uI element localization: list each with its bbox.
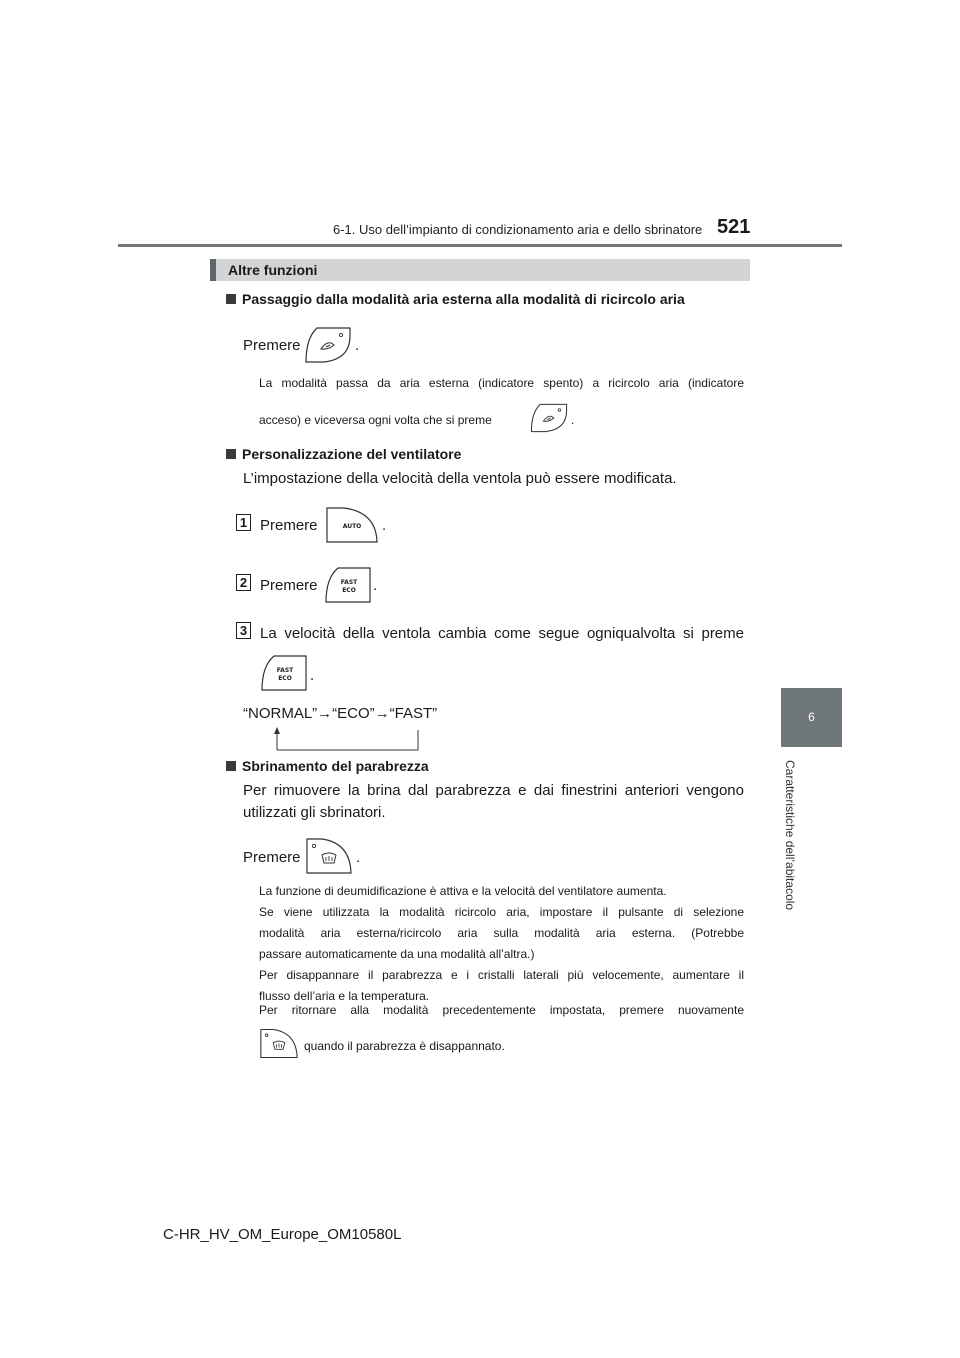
fan-step2-dot: . bbox=[373, 577, 378, 594]
heading-fan-text: Personalizzazione del ventilatore bbox=[242, 446, 462, 462]
fast-label-small: FAST bbox=[276, 667, 294, 674]
defrost-note2-line3: passare automaticamente da una modalità all’altra.) bbox=[259, 947, 535, 961]
page-number: 521 bbox=[717, 216, 751, 238]
front-defroster-button-small-icon bbox=[258, 1027, 300, 1060]
step-number-2: 2 bbox=[236, 574, 251, 591]
recirc-note-line1: La modalità passa da aria esterna (indicatore spento) a ricircolo aria (indicatore bbox=[259, 376, 744, 390]
front-defroster-button-icon bbox=[304, 836, 354, 876]
square-bullet-icon bbox=[226, 294, 236, 304]
eco-label-small: ECO bbox=[278, 675, 292, 682]
heading-recirculation bbox=[226, 291, 685, 307]
step-number-1: 1 bbox=[236, 514, 251, 531]
fan-step3-dot: . bbox=[310, 667, 315, 684]
footer-document-code: C-HR_HV_OM_Europe_OM10580L bbox=[163, 1226, 402, 1243]
recirculation-button-icon bbox=[302, 325, 354, 365]
heading-defrost-text: Sbrinamento del parabrezza bbox=[242, 758, 429, 774]
defrost-note2-line1: Se viene utilizzata la modalità ricircolo aria, impostare il pulsante di selezione bbox=[259, 905, 744, 919]
eco-label: ECO bbox=[342, 587, 356, 594]
header-section-title: 6-1. Uso dell’impianto di condizionamento aria e dello sbrinatore bbox=[333, 222, 703, 237]
recirculation-button-small-icon bbox=[528, 402, 570, 434]
chapter-label: Caratteristiche dell’abitacolo bbox=[783, 760, 797, 911]
defrost-note1: La funzione di deumidificazione è attiva e la velocità del ventilatore aumenta. bbox=[259, 884, 667, 898]
auto-button-label: AUTO bbox=[342, 523, 362, 530]
recirc-dot: . bbox=[355, 337, 360, 354]
chapter-label-container bbox=[785, 760, 807, 930]
recirc-note-line2: acceso) e viceversa ogni volta che si preme bbox=[259, 413, 492, 427]
defrost-note3-line1: Per disappannare il parabrezza e i cristalli laterali più velocemente, aumentare il bbox=[259, 968, 744, 982]
step-number-3: 3 bbox=[236, 622, 251, 639]
fast-label: FAST bbox=[340, 579, 358, 586]
section-box-title bbox=[210, 259, 750, 281]
chapter-number: 6 bbox=[808, 710, 815, 724]
recirc-note-dot: . bbox=[571, 413, 575, 427]
defrost-premere: Premere bbox=[243, 849, 301, 866]
fast-eco-button-small-icon bbox=[260, 654, 308, 692]
square-bullet-icon bbox=[226, 449, 236, 459]
fan-intro: L’impostazione della velocità della ventola può essere modificata. bbox=[243, 470, 677, 487]
heading-recirculation-text: Passaggio dalla modalità aria esterna alla modalità di ricircolo aria bbox=[242, 291, 685, 307]
defrost-intro-line1: Per rimuovere la brina dal parabrezza e dai finestrini anteriori vengono bbox=[243, 782, 744, 799]
fan-step2-text: Premere bbox=[260, 577, 318, 594]
header-divider bbox=[118, 244, 842, 247]
defrost-note4-line2: quando il parabrezza è disappannato. bbox=[304, 1039, 505, 1053]
chapter-tab bbox=[781, 688, 842, 747]
fan-step1-text: Premere bbox=[260, 517, 318, 534]
fan-step3-text: La velocità della ventola cambia come segue ogniqualvolta si preme bbox=[260, 625, 744, 642]
defrost-dot: . bbox=[356, 849, 361, 866]
heading-fan bbox=[226, 446, 461, 462]
recirc-premere: Premere bbox=[243, 337, 301, 354]
section-box-title-text: Altre funzioni bbox=[228, 262, 318, 278]
defrost-intro-line2: utilizzati gli sbrinatori. bbox=[243, 804, 386, 821]
square-bullet-icon bbox=[226, 761, 236, 771]
defrost-note3-line2: flusso dell’aria e la temperatura. bbox=[259, 989, 430, 1003]
fan-cycle: “NORMAL”→“ECO”→“FAST” bbox=[243, 705, 438, 722]
cycle-return-arrow-icon bbox=[268, 726, 424, 752]
heading-defrost bbox=[226, 758, 429, 774]
fan-step1-dot: . bbox=[382, 517, 387, 534]
defrost-note2-line2: modalità aria esterna/ricircolo aria sulla modalità aria esterna. (Potrebbe bbox=[259, 926, 744, 940]
fast-eco-button-icon bbox=[324, 566, 372, 604]
auto-button-icon bbox=[324, 505, 380, 545]
defrost-note4-line1: Per ritornare alla modalità precedentemente impostata, premere nuovamente bbox=[259, 1003, 744, 1017]
